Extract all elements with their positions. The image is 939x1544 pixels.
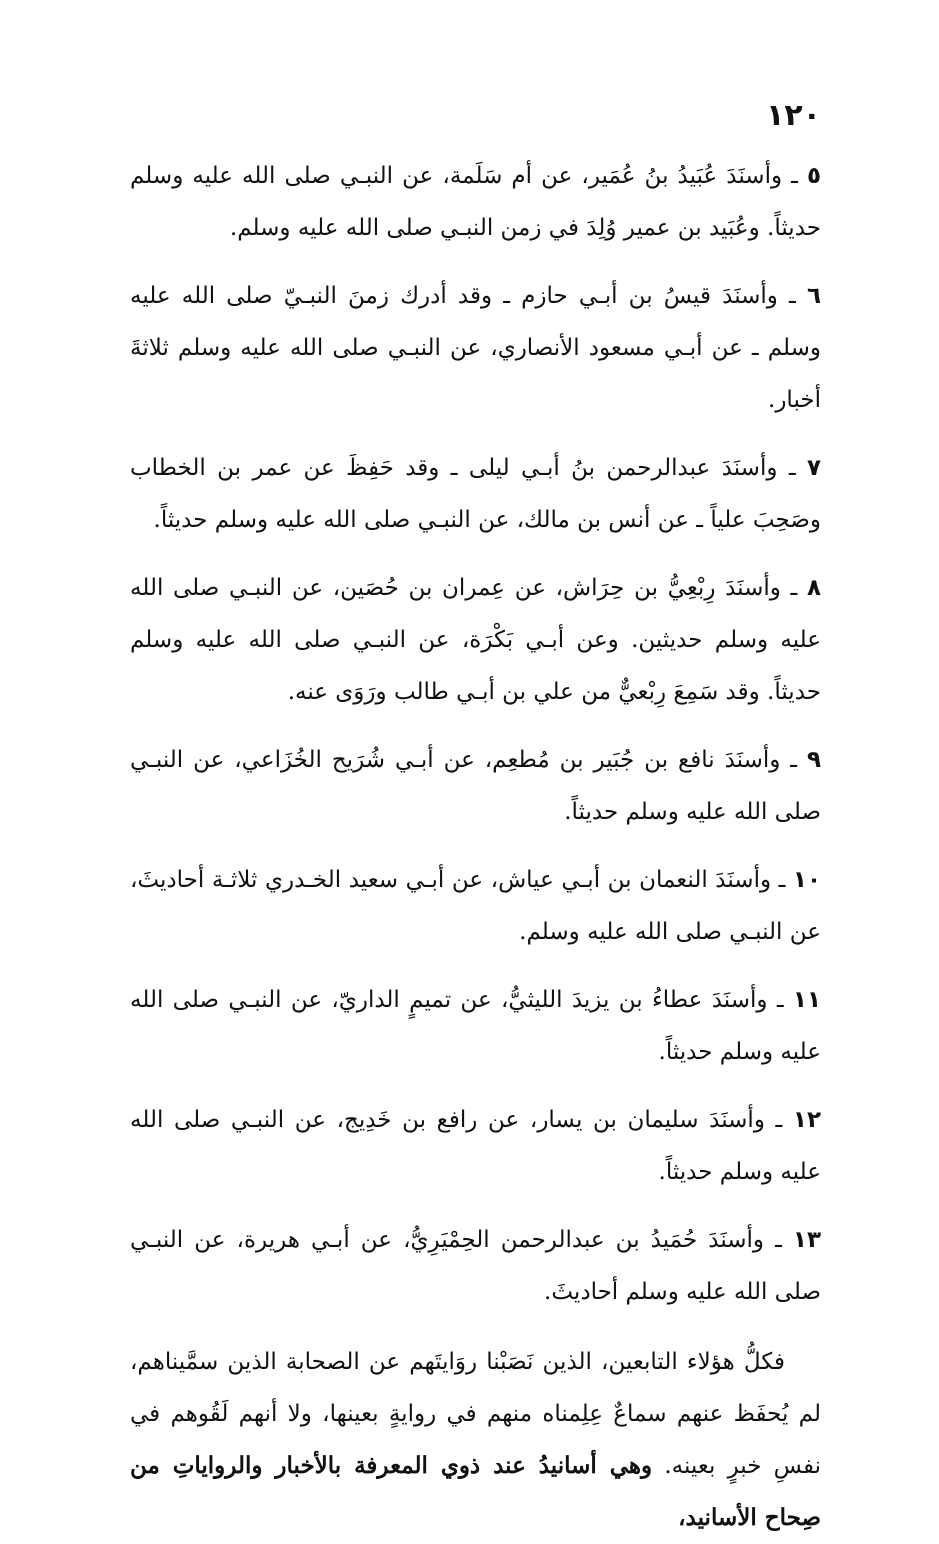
entry-text: ـ وأسنَدَ قيسُ بن أبـي حازم ـ وقد أدرك زمنَ النبـيّ صلى الله عليه وسلم ـ عن أبـي مسعود الأنصاري، عن النبـي صلى الله عليه وسلم ثلاثةَ أخبار. (130, 283, 821, 413)
entry-number: ٧ (806, 455, 821, 481)
entry-number: ١٠ (792, 867, 821, 893)
entry-number: ٨ (806, 575, 821, 601)
entry-number: ١٣ (792, 1227, 821, 1253)
entry-text: ـ وأسنَدَ النعمان بن أبـي عياش، عن أبـي سعيد الخـدري ثلاثـة أحاديثَ، عن النبـي صلى الله عليه وسلم. (130, 867, 821, 945)
entry-5 (130, 150, 821, 254)
entry-number: ٥ (806, 163, 821, 189)
entry-11 (130, 974, 821, 1078)
entry-13 (130, 1214, 821, 1318)
entry-8 (130, 562, 821, 718)
entry-text: ـ وأسنَدَ حُمَيدُ بن عبدالرحمن الحِمْيَرِيُّ، عن أبـي هريرة، عن النبـي صلى الله عليه وسلم أحاديثَ. (130, 1227, 821, 1305)
entry-text: ـ وأسنَدَ رِبْعِيُّ بن حِرَاش، عن عِمران بن حُصَين، عن النبـي صلى الله عليه وسلم حديثين. وعن أبـي بَكْرَة، عن النبـي صلى الله عليه وسلم حديثاً. وقد سَمِعَ رِبْعيٌّ من علي بن أبـي طالب ورَوَى عنه. (130, 575, 821, 705)
entry-number: ٦ (806, 283, 821, 309)
entry-10 (130, 854, 821, 958)
entry-text: ـ وأسنَدَ عطاءُ بن يزيدَ الليثيُّ، عن تميمٍ الداريّ، عن النبـي صلى الله عليه وسلم حديثاً. (130, 987, 821, 1065)
closing-bold-text: وهي أسانيدُ عند ذوي المعرفة بالأخبار والرواياتِ من صِحاح الأسانيد، (130, 1452, 821, 1531)
page-body (130, 150, 821, 1544)
entry-9 (130, 734, 821, 838)
entry-6 (130, 270, 821, 426)
entry-number: ١٢ (792, 1107, 821, 1133)
entry-text: ـ وأسنَدَ عبدالرحمن بنُ أبـي ليلى ـ وقد حَفِظَ عن عمر بن الخطاب وصَحِبَ علياً ـ عن أنس بن مالك، عن النبـي صلى الله عليه وسلم حديثاً. (130, 455, 821, 533)
entry-text: ـ وأسنَدَ سليمان بن يسار، عن رافع بن خَدِيج، عن النبـي صلى الله عليه وسلم حديثاً. (130, 1107, 821, 1185)
entry-text: ـ وأسنَدَ عُبَيدُ بنُ عُمَير، عن أم سَلَمة، عن النبـي صلى الله عليه وسلم حديثاً. وعُبَيد بن عمير وُلِدَ في زمن النبـي صلى الله عليه وسلم. (130, 163, 821, 241)
closing-text: فكلُّ هؤلاء التابعين، الذين نَصَبْنا روَايتَهم عن الصحابة الذين سمَّيناهم، لم يُحفَظ عنهم سماعٌ عِلِمناه منهم في روايةٍ بعينها، ولا أنهم لَقُوهم في نفسِ خبرٍ بعينه. (130, 1349, 821, 1479)
entry-number: ٩ (806, 747, 821, 773)
page-number: ١٢٠ (766, 98, 821, 133)
entry-number: ١١ (792, 987, 821, 1013)
entry-7 (130, 442, 821, 546)
entry-text: ـ وأسنَدَ نافع بن جُبَير بن مُطعِم، عن أبـي شُرَيح الخُزَاعي، عن النبـي صلى الله عليه وسلم حديثاً. (130, 747, 821, 825)
entry-12 (130, 1094, 821, 1198)
closing-paragraph (130, 1336, 821, 1544)
